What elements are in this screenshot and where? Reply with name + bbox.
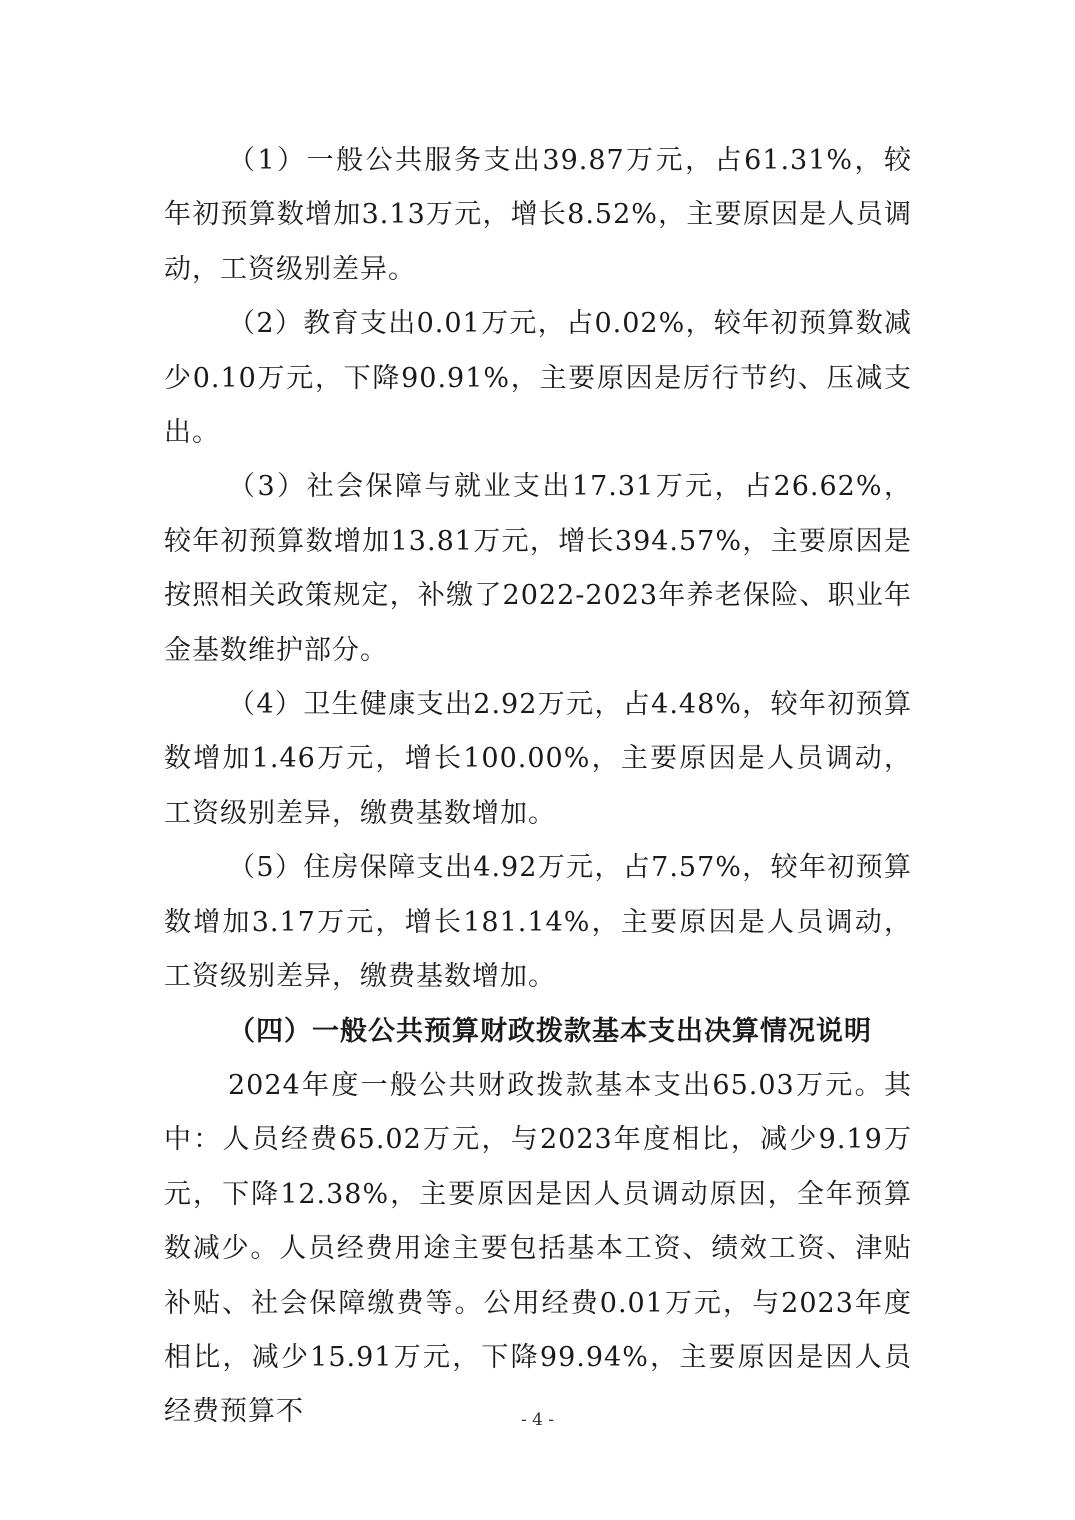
paragraph-housing: （5）住房保障支出4.92万元，占7.57%，较年初预算数增加3.17万元，增长181.14%，主要原因是人员调动，工资级别差异，缴费基数增加。 — [164, 852, 912, 993]
document-page — [164, 134, 912, 1440]
section-body: 2024年度一般公共财政拨款基本支出65.03万元。其中：人员经费65.02万元，与2023年度相比，减少9.19万元，下降12.38%，主要原因是因人员调动原因，全年预算数减少。人员经费用途主要包括基本工资、绩效工资、津贴补贴、社会保障缴费等。公用经费0.01万元，与2023年度相比，减少15.91万元，下降99.94%，主要原因是因人员经费预算不 — [164, 1069, 912, 1428]
paragraph-general-public-services: （1）一般公共服务支出39.87万元，占61.31%，较年初预算数增加3.13万元，增长8.52%，主要原因是人员调动，工资级别差异。 — [164, 145, 912, 285]
paragraph-education: （2）教育支出0.01万元，占0.02%，较年初预算数减少0.10万元，下降90.91%，主要原因是厉行节约、压减支出。 — [164, 308, 912, 449]
page-number: - 4 - — [520, 1410, 555, 1430]
paragraph-health: （4）卫生健康支出2.92万元，占4.48%，较年初预算数增加1.46万元，增长100.00%，主要原因是人员调动，工资级别差异，缴费基数增加。 — [164, 689, 912, 829]
paragraph-social-security: （3）社会保障与就业支出17.31万元，占26.62%，较年初预算数增加13.81万元，增长394.57%，主要原因是按照相关政策规定，补缴了2022-2023年养老保险、职业年金基数维护部分。 — [164, 471, 912, 666]
section-heading: （四）一般公共预算财政拨款基本支出决算情况说明 — [228, 1015, 872, 1047]
